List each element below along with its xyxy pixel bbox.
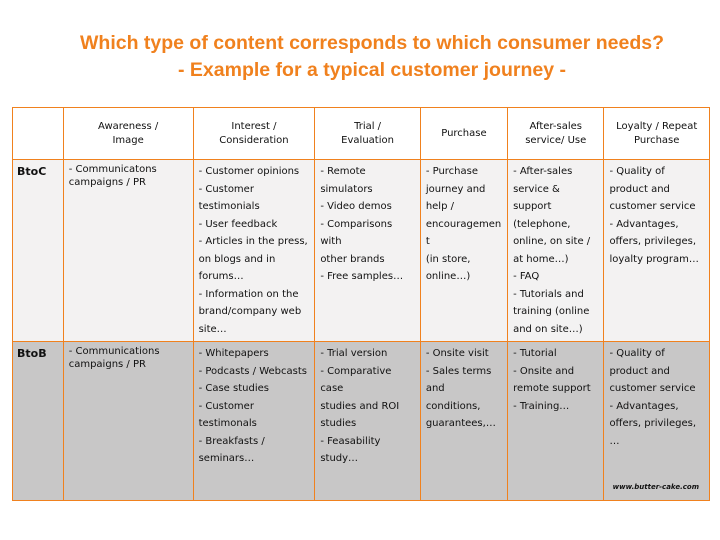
header-cell-loyalty [604, 108, 710, 160]
cell-text-line: training (online [513, 306, 590, 317]
slide-title: Which type of content corresponds to which consumer needs? [80, 32, 664, 54]
cell-text-line: Loyalty / Repeat [616, 120, 698, 132]
cell-text-line: - Feasability study… [320, 435, 381, 464]
row-label-btob: BtoB [13, 342, 64, 501]
cell-text-line: - Whitepapers [198, 348, 269, 359]
cell-text-line: brand/company web [198, 306, 302, 317]
cell-text-line: and on site…) [513, 323, 583, 335]
cell-text-line: offers, privileges, [609, 418, 697, 429]
cell-text-line: studies [320, 418, 357, 429]
table-row-btoc [13, 160, 710, 342]
cell-text-line: - Information on the [198, 288, 299, 300]
cell-text-line: service & support [513, 183, 560, 212]
cell-btoc-trial [315, 160, 421, 342]
cell-text-line: - Customer [198, 400, 254, 412]
cell-text-line: offers, privileges, [609, 236, 697, 247]
cell-btob-loyalty-text [609, 345, 704, 450]
cell-text-line: encouragement [425, 218, 502, 247]
cell-text-line: help / [425, 201, 454, 212]
cell-btob-awareness [63, 342, 193, 501]
cell-text-line: - Purchase [425, 166, 479, 177]
table-row-btob [13, 342, 710, 501]
cell-text-line: … [609, 435, 620, 447]
header-cell-interest [193, 108, 315, 160]
cell-text-line: (telephone, [513, 218, 571, 230]
cell-text-line: - Comparative case [320, 365, 392, 394]
cell-text-line: Interest / [231, 120, 277, 132]
cell-text-line: and conditions, [425, 383, 481, 412]
cell-text-line: testimonials [198, 201, 260, 212]
cell-text-line: campaigns / PR [68, 359, 146, 370]
cell-text-line: Image [112, 134, 144, 146]
header-row [13, 108, 710, 160]
cell-btob-purchase [420, 342, 507, 501]
customer-journey-table [12, 107, 710, 501]
cell-btoc-after-sales [508, 160, 604, 342]
header-cell-corner [13, 108, 64, 160]
cell-text-line: After-sales [529, 120, 582, 132]
cell-btob-loyalty [604, 342, 710, 501]
cell-text-line: - User feedback [198, 218, 278, 230]
cell-text-line: - Breakfasts / [198, 435, 265, 447]
cell-text-line: - Training… [513, 400, 570, 412]
cell-btoc-interest [193, 160, 315, 342]
watermark: www.butter-cake.com [612, 482, 699, 491]
cell-text-line: Awareness / [98, 120, 159, 132]
cell-text-line: (in store, [425, 253, 471, 265]
cell-text-line: - FAQ [513, 271, 540, 282]
row-label-btoc: BtoC [13, 160, 64, 342]
cell-text-line: - Sales terms [425, 365, 492, 377]
cell-text-line: - Trial version [320, 348, 388, 359]
cell-text-line: product and [609, 183, 670, 195]
cell-text-line: Trial / [354, 120, 382, 132]
cell-text-line: - Communicatons [68, 164, 157, 175]
cell-text-line: testimonals [198, 418, 257, 429]
cell-text-line: customer service [609, 201, 696, 212]
cell-text-line: guarantees,… [425, 418, 496, 429]
cell-text-line: journey and [425, 183, 486, 195]
cell-text-line: forums… [198, 271, 244, 282]
cell-text-line: product and [609, 365, 670, 377]
cell-text-line: simulators [320, 183, 373, 195]
cell-btob-trial [315, 342, 421, 501]
cell-text-line: - Quality of [609, 166, 665, 177]
cell-text-line: - Communications [68, 346, 160, 357]
cell-text-line: - Onsite and [513, 365, 575, 377]
cell-text-line: - Articles in the press, [198, 236, 308, 247]
header-cell-awareness [63, 108, 193, 160]
cell-text-line: campaigns / PR [68, 177, 146, 188]
cell-text-line: customer service [609, 383, 696, 394]
header-cell-after-sales [508, 108, 604, 160]
header-cell-purchase [420, 108, 507, 160]
cell-text-line: at home…) [513, 253, 569, 265]
cell-text-line: Evaluation [341, 134, 394, 146]
cell-text-line: Purchase [441, 127, 487, 139]
cell-text-line: studies and ROI [320, 400, 400, 412]
cell-text-line: - Remote [320, 166, 366, 177]
cell-text-line: - Customer [198, 183, 254, 195]
cell-text-line: on blogs and in [198, 253, 276, 265]
cell-text-line: - Tutorials and [513, 288, 584, 300]
cell-text-line: - Case studies [198, 383, 269, 394]
cell-btoc-loyalty [604, 160, 710, 342]
header-cell-trial [315, 108, 421, 160]
cell-text-line: - Quality of [609, 348, 665, 359]
cell-text-line: remote support [513, 383, 591, 394]
cell-text-line: - Video demos [320, 201, 392, 212]
slide-subtitle: - Example for a typical customer journey - [178, 59, 566, 81]
cell-text-line: online, on site / [513, 236, 591, 247]
cell-text-line: Consideration [219, 134, 289, 146]
cell-btoc-awareness [63, 160, 193, 342]
cell-text-line: loyalty program… [609, 253, 699, 265]
cell-text-line: - Customer opinions [198, 166, 300, 177]
cell-text-line: other brands [320, 253, 385, 265]
cell-text-line: online…) [425, 271, 471, 282]
cell-text-line: service/ Use [525, 134, 587, 146]
cell-text-line: site… [198, 323, 227, 335]
cell-btoc-purchase [420, 160, 507, 342]
cell-text-line: - Comparisons with [320, 218, 393, 247]
cell-text-line: - Free samples… [320, 271, 404, 282]
cell-text-line: - After-sales [513, 166, 573, 177]
cell-text-line: - Tutorial [513, 348, 557, 359]
cell-text-line: - Podcasts / Webcasts [198, 365, 307, 377]
cell-btob-after-sales [508, 342, 604, 501]
cell-text-line: - Onsite visit [425, 348, 489, 359]
cell-text-line: - Advantages, [609, 400, 679, 412]
cell-text-line: seminars… [198, 453, 255, 464]
cell-text-line: - Advantages, [609, 218, 679, 230]
cell-text-line: Purchase [634, 134, 680, 146]
cell-btob-interest [193, 342, 315, 501]
